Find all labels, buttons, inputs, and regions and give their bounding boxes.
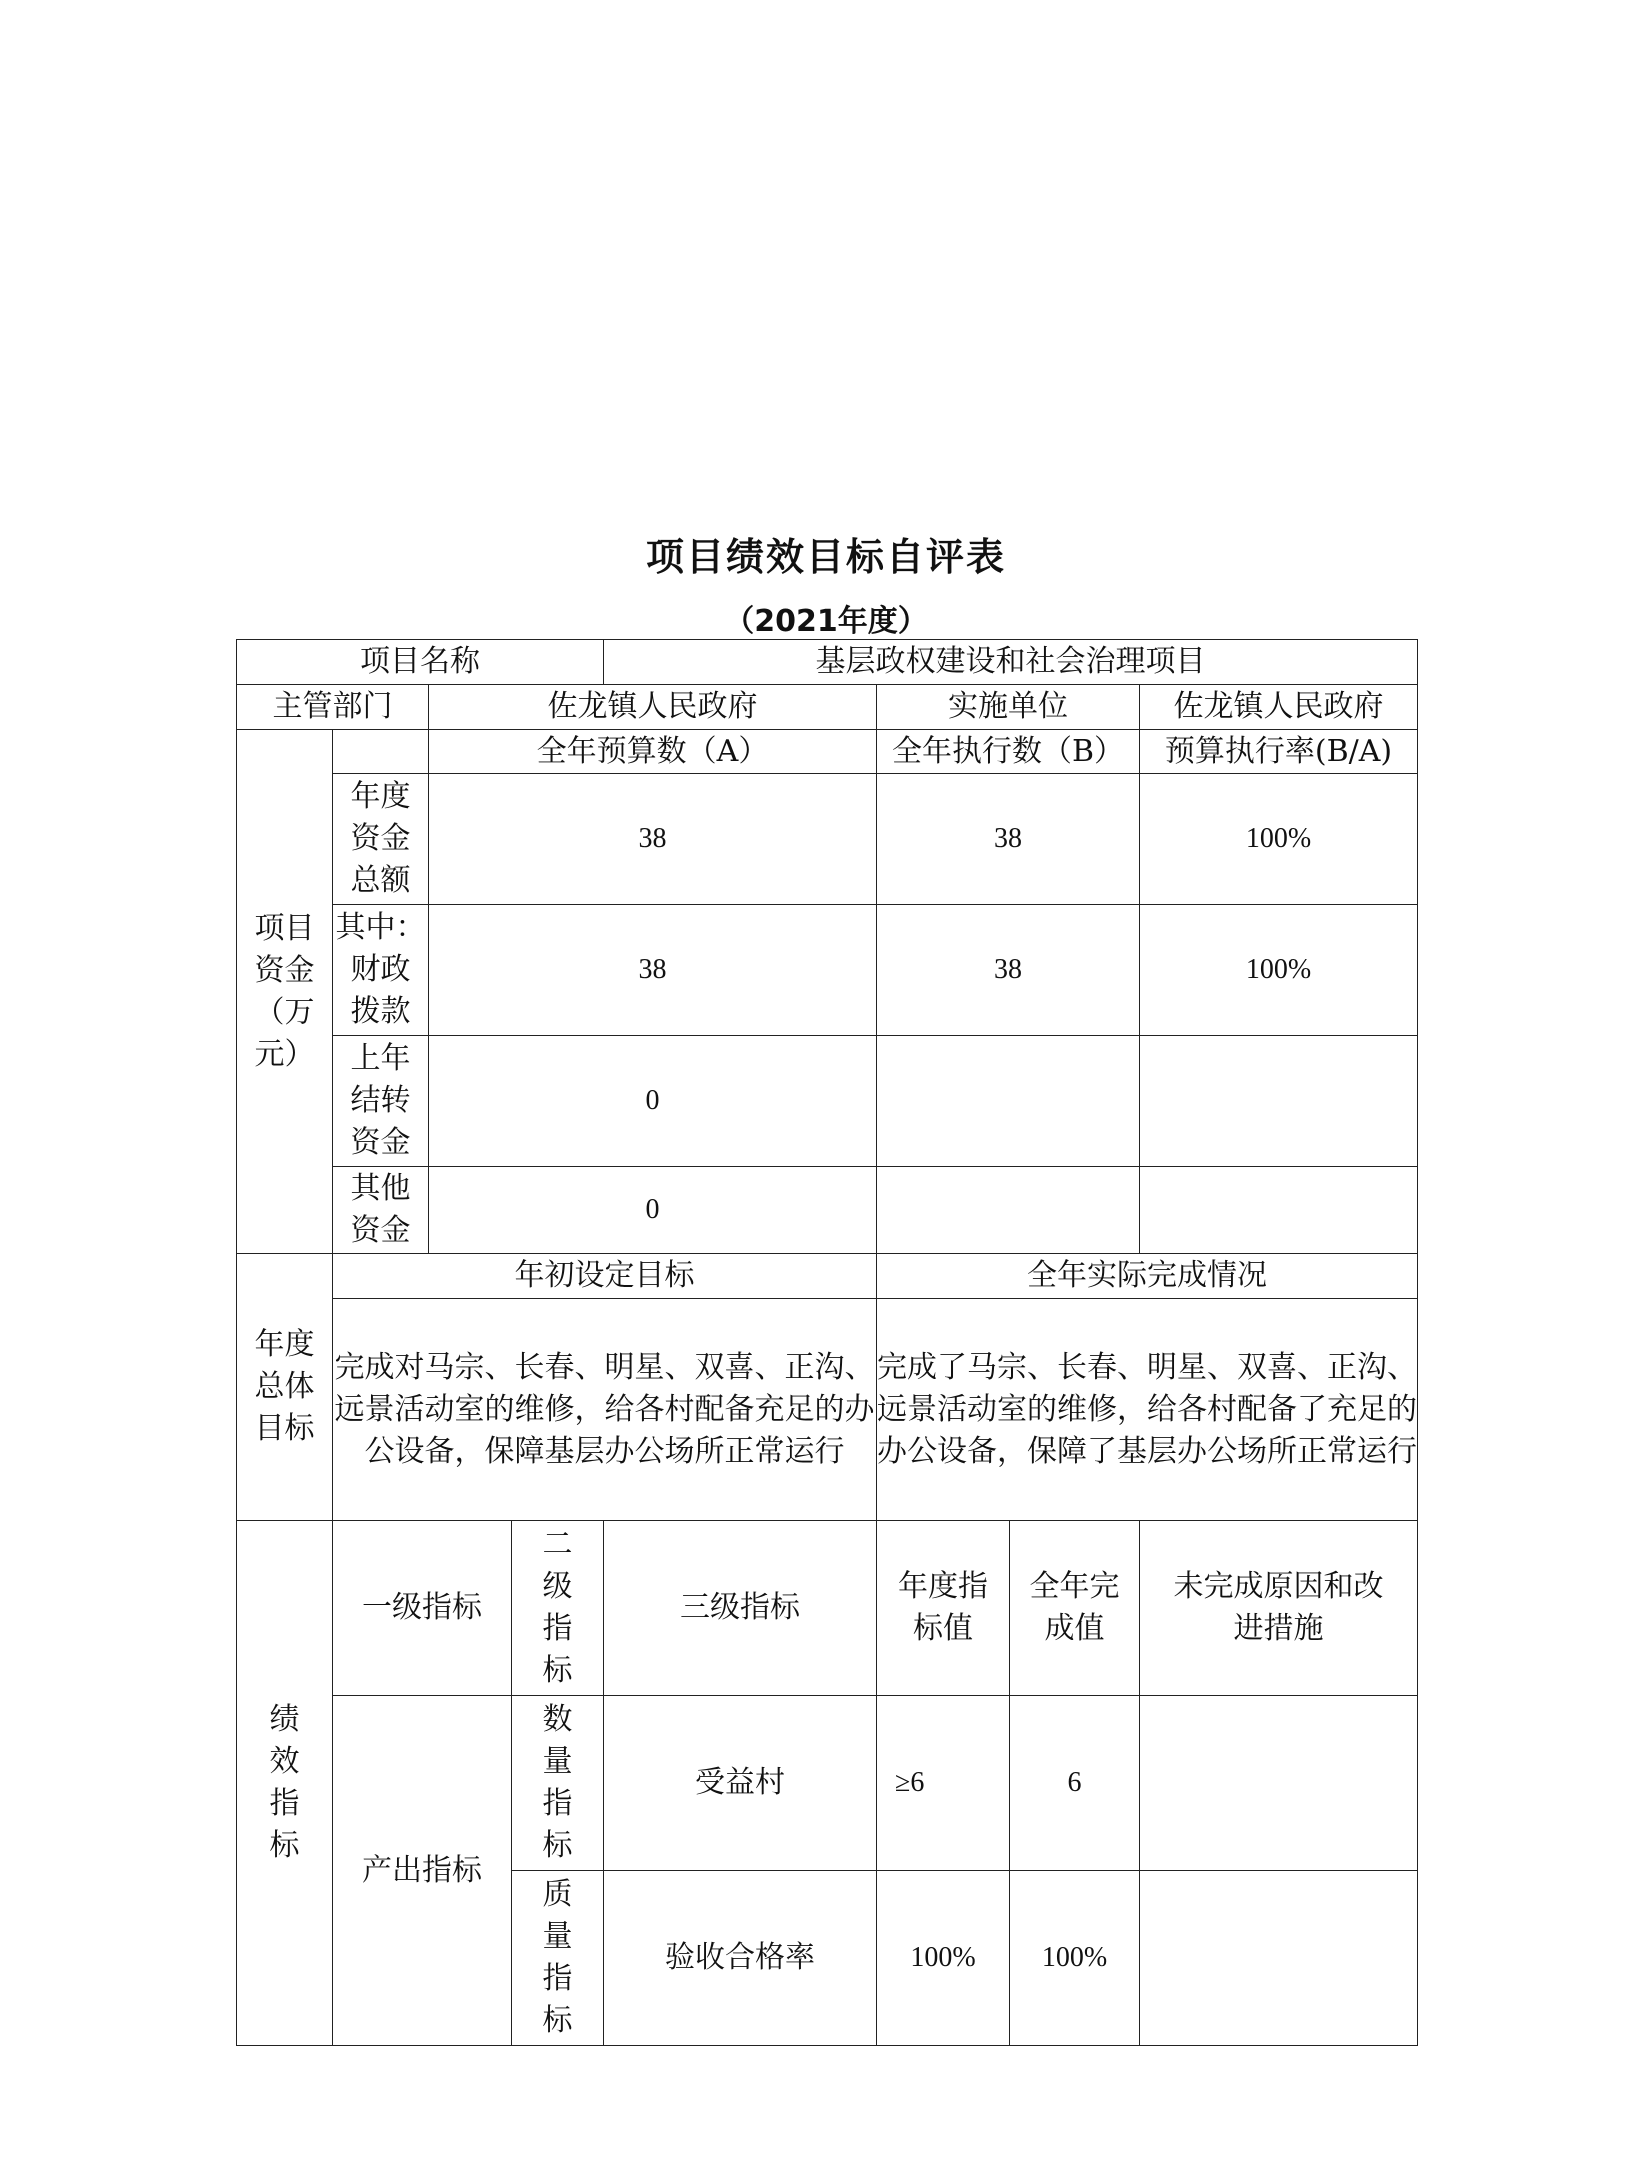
dept-value: 佐龙镇人民政府: [429, 685, 877, 730]
funds-exec-value: [877, 1167, 1140, 1254]
funds-row-label: 上年 结转 资金: [333, 1036, 429, 1167]
funds-rate-value: [1140, 1167, 1418, 1254]
funds-exec-value: [877, 1036, 1140, 1167]
funds-row-label: 年度 资金 总额: [333, 774, 429, 905]
row-goals-text: [237, 1299, 1418, 1521]
col-budget-label: 全年预算数（A）: [429, 730, 877, 774]
page-title: 项目绩效目标自评表: [645, 535, 1006, 579]
indicator-target: 100%: [877, 1871, 1010, 2046]
h-actual: 全年完 成值: [1010, 1521, 1140, 1696]
indicator-reason: [1140, 1871, 1418, 2046]
funds-header-blank: [333, 730, 429, 774]
goals-set-text: 完成对马宗、长春、明星、双喜、正沟、远景活动室的维修，给各村配备充足的办公设备，保障基层办公场所正常运行: [333, 1299, 877, 1521]
funds-exec-value: 38: [877, 774, 1140, 905]
funds-row-carryover: [237, 1036, 1418, 1167]
goals-set-label: 年初设定目标: [333, 1254, 877, 1299]
h-reason: 未完成原因和改 进措施: [1140, 1521, 1418, 1696]
funds-row-label: 其他 资金: [333, 1167, 429, 1254]
h-level3: 三级指标: [604, 1521, 877, 1696]
funds-row-label: 其中： 财政 拨款: [333, 905, 429, 1036]
indicator-actual: 6: [1010, 1696, 1140, 1871]
goals-actual-text: 完成了马宗、长春、明星、双喜、正沟、远景活动室的维修，给各村配备了充足的办公设备，保障了基层办公场所正常运行: [877, 1299, 1418, 1521]
project-name-label: 项目名称: [237, 640, 604, 685]
funds-rate-value: 100%: [1140, 774, 1418, 905]
project-name-value: 基层政权建设和社会治理项目: [604, 640, 1418, 685]
funds-budget-value: 38: [429, 774, 877, 905]
indicator-target: ≥6: [877, 1696, 1010, 1871]
report-year: （2021年度）: [724, 604, 928, 639]
col-rate-label: 预算执行率(B/A): [1140, 730, 1418, 774]
indicator-reason: [1140, 1696, 1418, 1871]
indicator-level2: 质 量 指 标: [512, 1871, 604, 2046]
indicators-group-label: 绩 效 指 标: [237, 1521, 333, 2046]
self-evaluation-table: [236, 639, 1418, 2046]
indicator-row-quantity: [237, 1696, 1418, 1871]
funds-budget-value: 0: [429, 1036, 877, 1167]
row-goals-header: [237, 1254, 1418, 1299]
funds-rate-value: [1140, 1036, 1418, 1167]
funds-row-fiscal: [237, 905, 1418, 1036]
indicator-level3: 受益村: [604, 1696, 877, 1871]
row-project-name: [237, 640, 1418, 685]
goals-actual-label: 全年实际完成情况: [877, 1254, 1418, 1299]
impl-label: 实施单位: [877, 685, 1140, 730]
impl-value: 佐龙镇人民政府: [1140, 685, 1418, 730]
funds-exec-value: 38: [877, 905, 1140, 1036]
level1-output: 产出指标: [333, 1696, 512, 2046]
h-level2: 二 级 指 标: [512, 1521, 604, 1696]
goals-group-label: 年度 总体 目标: [237, 1254, 333, 1521]
h-target: 年度指 标值: [877, 1521, 1010, 1696]
funds-rate-value: 100%: [1140, 905, 1418, 1036]
funds-row-other: [237, 1167, 1418, 1254]
funds-row-total: [237, 774, 1418, 905]
dept-label: 主管部门: [237, 685, 429, 730]
h-level1: 一级指标: [333, 1521, 512, 1696]
indicator-actual: 100%: [1010, 1871, 1140, 2046]
row-indicators-header: [237, 1521, 1418, 1696]
funds-budget-value: 38: [429, 905, 877, 1036]
funds-budget-value: 0: [429, 1167, 877, 1254]
funds-group-label: 项目 资金 （万 元）: [237, 730, 333, 1254]
row-department: [237, 685, 1418, 730]
indicator-level3: 验收合格率: [604, 1871, 877, 2046]
row-funds-header: [237, 730, 1418, 774]
col-exec-label: 全年执行数（B）: [877, 730, 1140, 774]
indicator-level2: 数 量 指 标: [512, 1696, 604, 1871]
